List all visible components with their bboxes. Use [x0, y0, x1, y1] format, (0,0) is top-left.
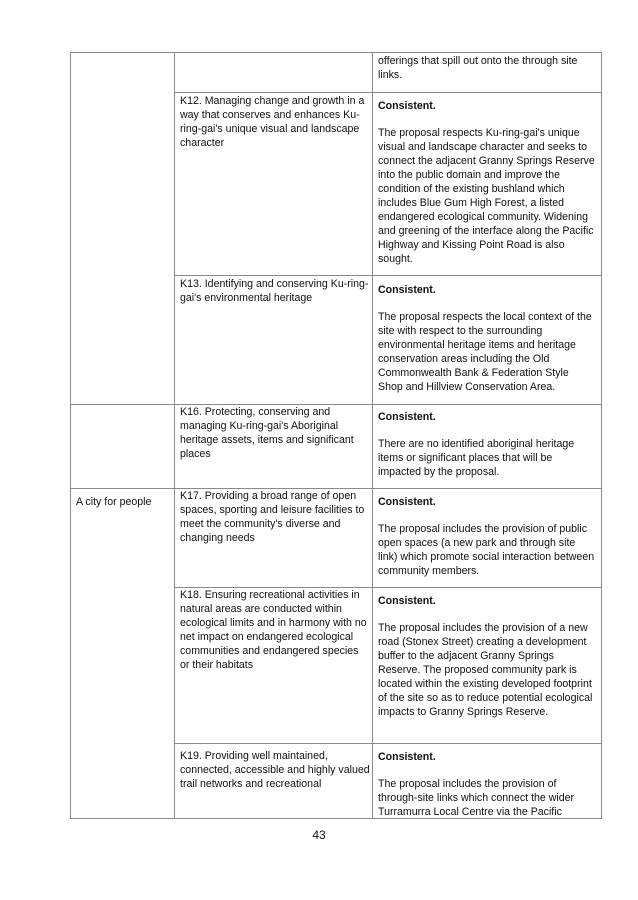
comment-cell: [378, 54, 596, 82]
objective-text: K13. Identifying and conserving Ku-ring-gai's environmental heritage: [180, 278, 369, 304]
comment-text: There are no identified aboriginal heritage items or significant places that will be impacted by the proposal.: [378, 438, 575, 478]
row-divider: [174, 743, 602, 744]
page-number: 43: [312, 828, 326, 842]
comment-cell: [378, 495, 596, 578]
status-label: Consistent.: [378, 496, 436, 508]
objective-text: K19. Providing well maintained, connected, accessible and highly valued trail networks and recreational: [180, 750, 370, 790]
comment-cell: [378, 283, 596, 394]
theme-cell: [76, 495, 172, 509]
row-divider: [174, 275, 602, 276]
status-label: Consistent.: [378, 284, 436, 296]
comment-cell: [378, 99, 596, 266]
objective-cell: [180, 405, 370, 461]
objective-text: K18. Ensuring recreational activities in natural areas are conducted within ecological limits and in harmony with no net impact on endangered ecological communities and endangered species or their habitats: [180, 589, 367, 671]
comment-text: The proposal includes the provision of through-site links which connect the wider Turramurra Local Centre via the Pacific: [378, 778, 575, 818]
status-label: Consistent.: [378, 100, 436, 112]
objective-cell: [180, 749, 370, 791]
comment-text: The proposal includes the provision of a new road (Stonex Street) creating a development buffer to the adjacent Granny Springs Reserve. The proposed community park is located within the existing developed footprint of the site so as to reduce potential ecological impacts to Granny Springs Reserve.: [378, 622, 593, 718]
comment-text: The proposal respects Ku-ring-gai's unique visual and landscape character and seeks to connect the adjacent Granny Springs Reserve into the public domain and improve the condition of the existing bushland which includes Blue Gum High Forest, a listed endangered ecological community. Widening and greening of the interface along the Pacific Highway and Kissing Point Road is also sought.: [378, 127, 595, 265]
status-label: Consistent.: [378, 751, 436, 763]
comment-cell: [378, 410, 596, 479]
table-border-left: [70, 52, 71, 819]
comment-cell: [378, 750, 596, 819]
table-border-right: [601, 52, 602, 819]
table-divider-col1: [174, 52, 175, 819]
status-label: Consistent.: [378, 595, 436, 607]
objective-cell: [180, 94, 370, 150]
table-border-top: [70, 52, 602, 53]
objective-text: K17. Providing a broad range of open spaces, sporting and leisure facilities to meet the community's diverse and changing needs: [180, 490, 365, 544]
objective-cell: [180, 588, 370, 672]
comment-cell: [378, 594, 596, 719]
objective-cell: [180, 277, 370, 305]
objective-text: K16. Protecting, conserving and managing Ku-ring-gai's Aboriginal heritage assets, items and significant places: [180, 406, 354, 460]
comment-text: The proposal includes the provision of public open spaces (a new park and through site link) which promote social interaction between community members.: [378, 523, 595, 577]
theme-text: A city for people: [76, 496, 152, 508]
comment-text: offerings that spill out onto the through site links.: [378, 55, 578, 81]
table-divider-col2: [372, 52, 373, 819]
objective-cell: [180, 489, 370, 545]
policy-table: [70, 52, 602, 819]
objective-text: K12. Managing change and growth in a way that conserves and enhances Ku-ring-gai's unique visual and landscape character: [180, 95, 365, 149]
status-label: Consistent.: [378, 411, 436, 423]
row-divider: [174, 92, 602, 93]
comment-text: The proposal respects the local context of the site with respect to the surrounding environmental heritage items and heritage conservation areas including the Old Commonwealth Bank & Federation Style Shop and Hillview Conservation Area.: [378, 311, 592, 393]
